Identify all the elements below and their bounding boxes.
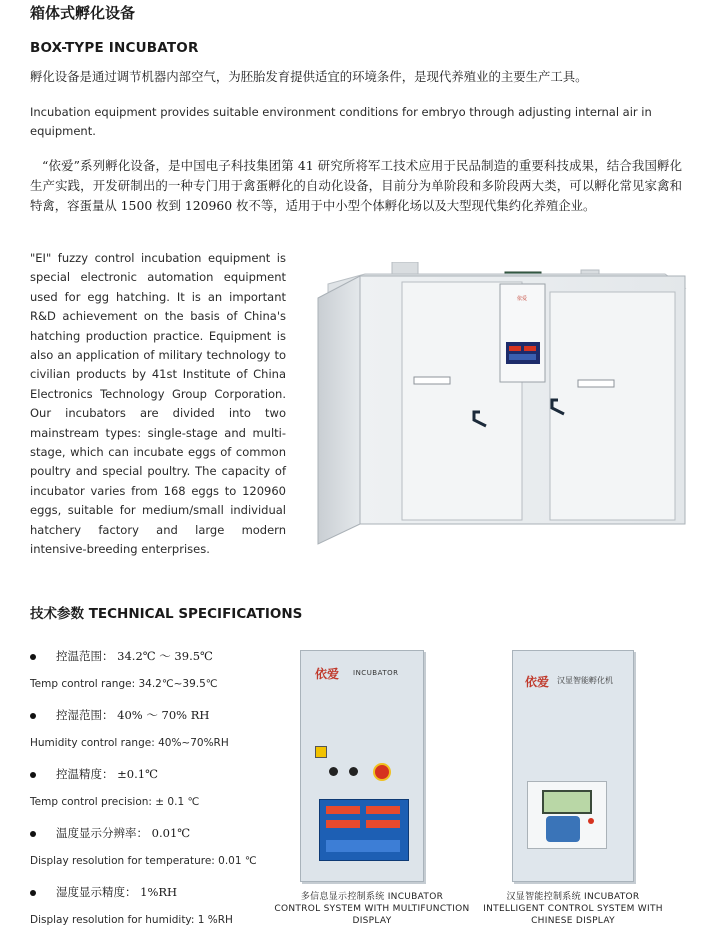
lcd-screen	[542, 790, 592, 814]
page-title-en: BOX-TYPE INCUBATOR	[30, 40, 199, 56]
intro-en: Incubation equipment provides suitable environment conditions for embryo through adjusting internal air in equipment.	[30, 105, 652, 138]
controller-module	[527, 781, 607, 849]
spec-item-humidity-resolution-en: Display resolution for humidity: 1 %RH	[30, 914, 233, 926]
multifunction-controller-panel	[300, 650, 424, 882]
brand-logo: 依爱	[525, 675, 550, 689]
right-panel-caption: 汉显智能控制系统 INCUBATOR INTELLIGENT CONTROL SYSTEM WITH CHINESE DISPLAY	[483, 892, 663, 926]
status-led	[588, 818, 594, 824]
panel-label: 汉显智能孵化机	[557, 676, 613, 685]
intro-cn: 孵化设备是通过调节机器内部空气，为胚胎发育提供适宜的环境条件，是现代养殖业的主要生产工具。	[30, 69, 588, 84]
spec-item-temp-precision-cn: 控温精度： ±0.1℃	[30, 766, 158, 782]
knob-icon[interactable]	[329, 767, 338, 776]
bullet-icon	[30, 890, 36, 896]
spec-item-temp-range-en: Temp control range: 34.2℃~39.5℃	[30, 678, 218, 690]
spec-item-temp-precision-en: Temp control precision: ± 0.1 ℃	[30, 796, 200, 808]
spec-item-temp-range-cn: 控温范围： 34.2℃ ～ 39.5℃	[30, 648, 213, 664]
spec-item-humidity-resolution-cn: 湿度显示精度： 1%RH	[30, 884, 177, 900]
lcd-display	[319, 799, 409, 861]
knob-icon[interactable]	[349, 767, 358, 776]
keypad[interactable]	[546, 816, 580, 842]
specs-title: 技术参数 TECHNICAL SPECIFICATIONS	[30, 606, 303, 622]
brand-logo: 依爱	[315, 667, 340, 681]
spec-item-temp-resolution-cn: 温度显示分辨率： 0.01℃	[30, 825, 190, 841]
page-title-cn: 箱体式孵化设备	[30, 4, 136, 22]
series-description-cn: “依爱”系列孵化设备，是中国电子科技集团第 41 研究所将军工技术应用于民品制造的重要科技成果，结合我国孵化生产实践，开发研制出的一种专门用于禽蛋孵化的自动化设备，目前分为单阶段和多阶段两大类，可以孵化常见家禽和特禽，容蛋量从 1500 枚到 120960 枚不等，适用于中小型个体孵化场以及大型现代集约化养殖企业。	[30, 158, 682, 213]
series-description-en: "EI" fuzzy control incubation equipment is special electronic automation equipment used for egg hatching. It is an important R&D achievement on the basis of China's hatching production practice. Equipment is also an application of military technology to civilian products by 41st Institute of China Electronics Technology Group Corporation. Our incubators are divided into two mainstream types: single-stage and multi-stage, which can incubate eggs of common poultry and special poultry. The capacity of incubator varies from 168 eggs to 120960 eggs, suitable for medium/small individual hatchery factory and large modern intensive-breeding enterprises.	[30, 251, 286, 557]
bullet-icon	[30, 831, 36, 837]
spec-item-humidity-range-cn: 控湿范围： 40% ～ 70% RH	[30, 707, 209, 723]
warning-sticker	[315, 746, 327, 758]
alarm-button[interactable]	[373, 763, 391, 781]
bullet-icon	[30, 713, 36, 719]
panel-label: INCUBATOR	[353, 669, 399, 677]
bullet-icon	[30, 654, 36, 660]
chinese-display-controller-panel	[512, 650, 634, 882]
svg-text:依爱: 依爱	[516, 296, 528, 302]
left-panel-caption: 多信息显示控制系统 INCUBATOR CONTROL SYSTEM WITH MULTIFUNCTION DISPLAY	[274, 892, 470, 926]
spec-item-temp-resolution-en: Display resolution for temperature: 0.01 ℃	[30, 855, 257, 867]
bullet-icon	[30, 772, 36, 778]
box-incubator-image	[310, 262, 690, 552]
spec-item-humidity-range-en: Humidity control range: 40%~70%RH	[30, 737, 229, 749]
